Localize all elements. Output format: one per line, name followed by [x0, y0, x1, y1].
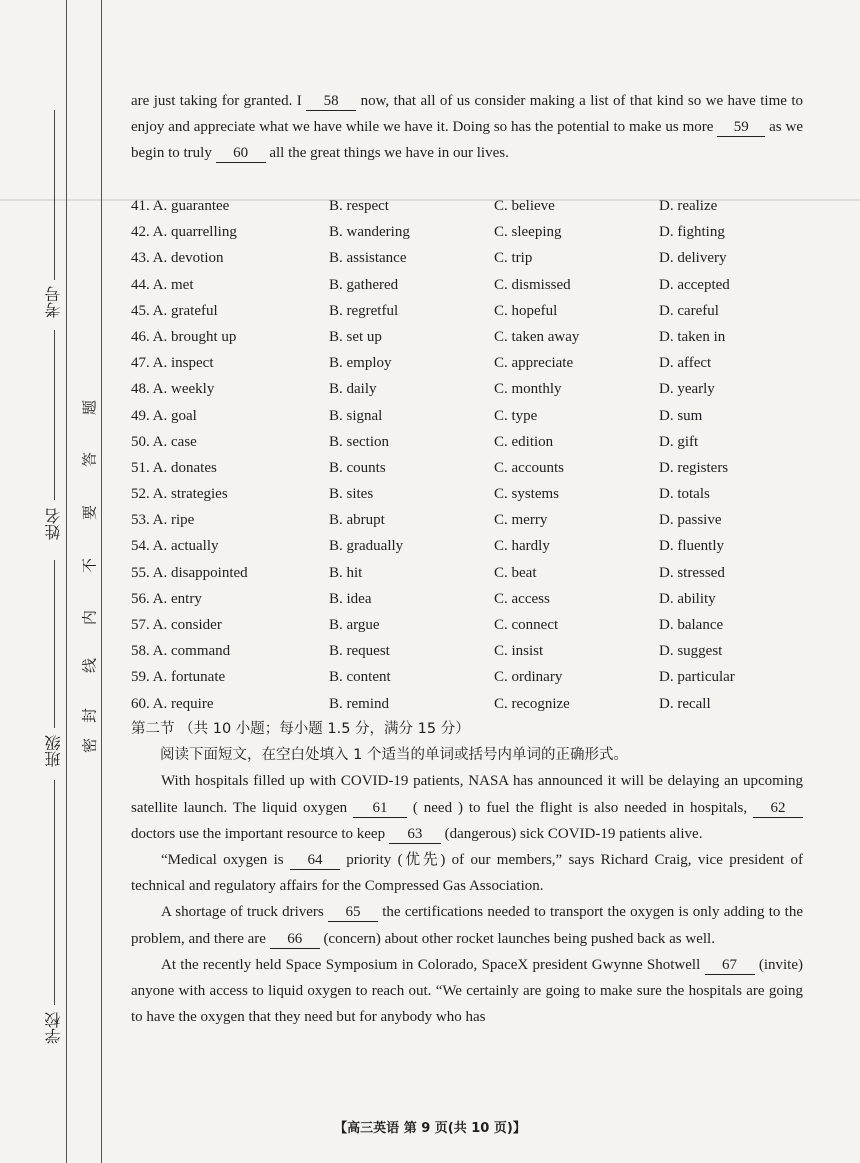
- option-c: C. sleeping: [494, 224, 562, 241]
- option-a: 44. A. met: [131, 276, 194, 293]
- blank-65: 65: [328, 903, 378, 922]
- option-c: C. access: [494, 590, 550, 607]
- option-row-41: [131, 193, 803, 219]
- blank-58: 58: [306, 92, 356, 111]
- page-footer: 【高三英语 第 9 页(共 10 页)】: [334, 1121, 526, 1136]
- school-field: [54, 780, 55, 1005]
- option-a: 49. A. goal: [131, 407, 197, 424]
- option-d: D. realize: [659, 198, 718, 214]
- option-row-53: [131, 507, 803, 533]
- option-b: B. argue: [329, 617, 380, 633]
- option-a: 43. A. devotion: [131, 250, 224, 267]
- option-a: 55. A. disappointed: [131, 564, 248, 581]
- option-row-54: [131, 533, 803, 559]
- option-row-47: [131, 350, 803, 376]
- option-d: D. careful: [659, 302, 719, 319]
- option-a: 48. A. weekly: [131, 381, 215, 398]
- margin-line-outer: [66, 0, 67, 1163]
- option-row-46: [131, 324, 803, 350]
- option-d: D. totals: [659, 486, 710, 503]
- option-a: 60. A. require: [131, 695, 214, 712]
- option-d: D. yearly: [659, 381, 715, 398]
- option-d: D. fluently: [659, 538, 724, 555]
- margin-line-inner: [101, 0, 102, 1163]
- option-c: C. hardly: [494, 538, 550, 555]
- option-d: D. affect: [659, 355, 712, 372]
- option-b: B. request: [329, 643, 390, 660]
- option-a: 47. A. inspect: [131, 355, 214, 372]
- options-list: [131, 193, 803, 717]
- blank-59: 59: [717, 118, 765, 137]
- option-a: 46. A. brought up: [131, 328, 237, 345]
- option-d: D. particular: [659, 669, 735, 686]
- option-row-44: [131, 272, 803, 298]
- option-row-50: [131, 429, 803, 455]
- option-c: C. connect: [494, 617, 559, 633]
- option-c: C. appreciate: [494, 355, 574, 372]
- option-a: 41. A. guarantee: [131, 198, 230, 214]
- option-a: 56. A. entry: [131, 590, 202, 607]
- option-b: B. counts: [329, 459, 386, 476]
- option-a: 53. A. ripe: [131, 512, 195, 529]
- blank-62: 62: [753, 799, 803, 818]
- option-row-55: [131, 560, 803, 586]
- blank-63: 63: [389, 825, 441, 844]
- option-c: C. hopeful: [494, 302, 558, 319]
- option-b: B. idea: [329, 590, 372, 607]
- option-row-51: [131, 455, 803, 481]
- seal-char-6: 要: [80, 505, 99, 521]
- option-b: B. sites: [329, 486, 374, 503]
- option-d: D. accepted: [659, 276, 730, 293]
- option-b: B. content: [329, 669, 391, 686]
- option-a: 54. A. actually: [131, 538, 219, 555]
- option-a: 51. A. donates: [131, 459, 217, 476]
- option-d: D. registers: [659, 459, 729, 476]
- option-c: C. edition: [494, 433, 554, 450]
- section-2: [131, 716, 803, 1030]
- blank-64: 64: [290, 851, 340, 870]
- option-d: D. sum: [659, 407, 703, 424]
- option-c: C. beat: [494, 564, 537, 581]
- class-field: [54, 560, 55, 728]
- option-d: D. suggest: [659, 643, 723, 660]
- option-a: 50. A. case: [131, 433, 197, 450]
- option-d: D. taken in: [659, 328, 726, 345]
- option-c: C. recognize: [494, 695, 570, 712]
- option-row-45: [131, 298, 803, 324]
- paragraph-3: A shortage of truck drivers 65 the certifications needed to transport the oxygen is only adding to the problem, and there are 66 (concern) about other rocket launches being pushed back as well.: [131, 904, 803, 947]
- option-c: C. systems: [494, 486, 560, 503]
- option-d: D. ability: [659, 590, 716, 607]
- name-field: [54, 330, 55, 500]
- option-b: B. signal: [329, 407, 383, 424]
- class-label: 班级: [44, 735, 63, 767]
- option-d: D. delivery: [659, 250, 727, 267]
- paragraph-2: “Medical oxygen is 64 priority (优先) of our members,” says Richard Craig, vice president of technical and regulatory affairs for the Compressed Gas Association.: [131, 852, 803, 895]
- blank-66: 66: [270, 930, 320, 949]
- option-row-48: [131, 376, 803, 402]
- option-d: D. stressed: [659, 564, 725, 581]
- option-b: B. section: [329, 433, 389, 450]
- option-row-52: [131, 481, 803, 507]
- seal-char-2: 封: [80, 708, 99, 724]
- option-a: 59. A. fortunate: [131, 669, 226, 686]
- seal-char-8: 题: [80, 400, 99, 416]
- option-c: C. ordinary: [494, 669, 563, 686]
- seal-char-7: 答: [80, 452, 99, 468]
- passage-continuation: are just taking for granted. I 58 now, that all of us consider making a list of that kind so we have time to enjoy and appreciate what we have while we have it. Doing so has the potential to make us more 59 as we begin to truly 60 all the great things we have in our lives.: [131, 93, 803, 162]
- option-row-42: [131, 219, 803, 245]
- option-row-59: [131, 664, 803, 690]
- option-b: B. wandering: [329, 224, 410, 241]
- option-d: D. recall: [659, 695, 711, 712]
- option-b: B. assistance: [329, 250, 407, 267]
- option-c: C. dismissed: [494, 276, 571, 293]
- paragraph-1: With hospitals filled up with COVID-19 patients, NASA has announced it will be delaying an upcoming satellite launch. The liquid oxygen 61 ( need ) to fuel the flight is also needed in hospitals, 62 doctors use the important resource to keep 63 (dangerous) sick COVID-19 patients alive.: [131, 773, 803, 842]
- option-a: 57. A. consider: [131, 617, 222, 633]
- exam-number-label: 考号: [44, 286, 63, 318]
- option-a: 52. A. strategies: [131, 486, 228, 503]
- option-b: B. employ: [329, 355, 392, 372]
- option-d: D. gift: [659, 433, 699, 450]
- paragraph-4: At the recently held Space Symposium in Colorado, SpaceX president Gwynne Shotwell 67 (invite) anyone with access to liquid oxygen to reach out. “We certainly are going to make sure the hospitals are going to have the oxygen that they need but for anybody who has: [131, 956, 803, 1026]
- seal-char-4: 内: [80, 610, 99, 626]
- option-d: D. passive: [659, 512, 722, 529]
- section-heading: 第二节 （共 10 小题；每小题 1.5 分，满分 15 分）: [131, 721, 470, 737]
- option-b: B. daily: [329, 381, 377, 398]
- section-instruction: 阅读下面短文，在空白处填入 1 个适当的单词或括号内单词的正确形式。: [160, 747, 628, 764]
- seal-char-1: 密: [80, 738, 99, 754]
- name-label: 姓名: [44, 508, 63, 540]
- option-c: C. trip: [494, 250, 533, 267]
- option-b: B. respect: [329, 198, 389, 214]
- option-d: D. balance: [659, 617, 724, 633]
- option-row-57: [131, 612, 803, 638]
- option-c: C. merry: [494, 512, 548, 529]
- option-b: B. remind: [329, 695, 389, 712]
- blank-60: 60: [216, 144, 266, 163]
- option-a: 58. A. command: [131, 643, 231, 660]
- option-a: 45. A. grateful: [131, 302, 218, 319]
- option-b: B. gradually: [329, 538, 404, 555]
- option-b: B. set up: [329, 328, 382, 345]
- option-row-43: [131, 245, 803, 271]
- option-c: C. type: [494, 407, 538, 424]
- option-c: C. believe: [494, 198, 555, 214]
- option-c: C. taken away: [494, 328, 580, 345]
- option-row-58: [131, 638, 803, 664]
- option-c: C. monthly: [494, 381, 562, 398]
- exam-number-field: [54, 110, 55, 280]
- option-d: D. fighting: [659, 224, 725, 241]
- option-b: B. hit: [329, 564, 363, 581]
- option-c: C. accounts: [494, 459, 564, 476]
- blank-67: 67: [705, 956, 755, 975]
- seal-char-3: 线: [80, 658, 99, 674]
- option-b: B. regretful: [329, 302, 399, 319]
- blank-61: 61: [353, 799, 407, 818]
- option-row-60: [131, 691, 803, 717]
- option-row-56: [131, 586, 803, 612]
- school-label: 学校: [44, 1012, 63, 1044]
- option-b: B. gathered: [329, 276, 399, 293]
- option-a: 42. A. quarrelling: [131, 224, 237, 241]
- seal-char-5: 不: [80, 558, 99, 574]
- option-b: B. abrupt: [329, 512, 385, 529]
- option-row-49: [131, 403, 803, 429]
- option-c: C. insist: [494, 643, 544, 660]
